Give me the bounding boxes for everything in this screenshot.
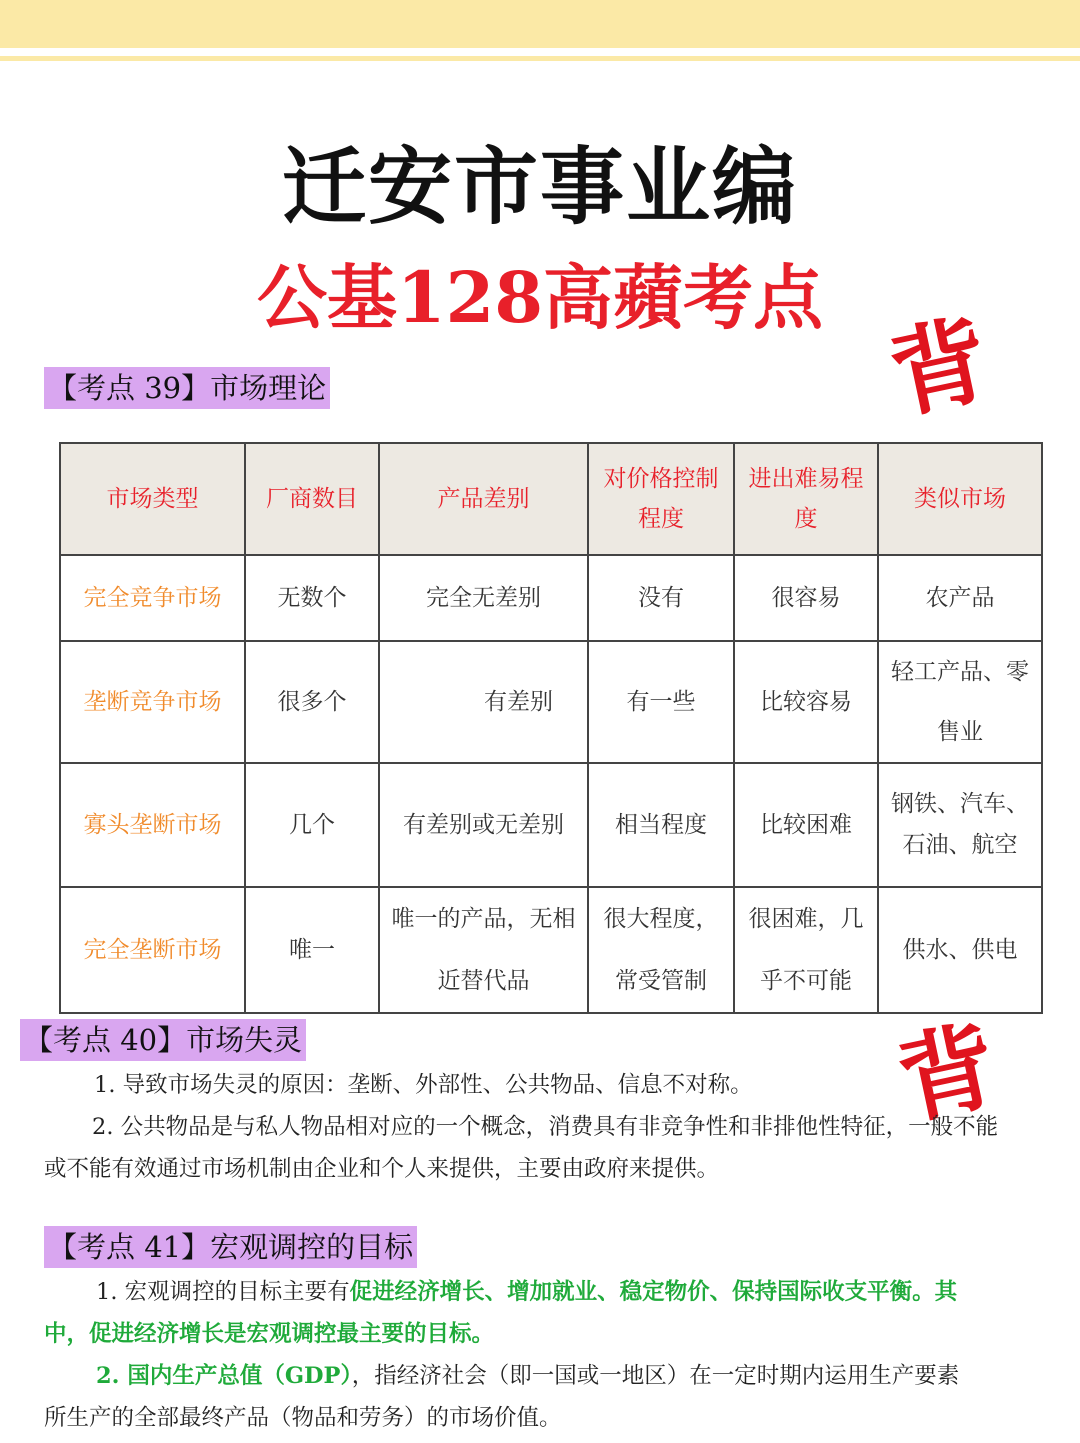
section-39-heading: 【考点 39】市场理论 [44,367,330,409]
table-cell: 有差别 [379,641,588,763]
macro-goal-line-2: 中，促进经济增长是宏观调控最主要的目标。 [44,1321,495,1347]
table-cell: 无数个 [245,555,379,641]
gdp-definition-line-1 [96,1355,959,1397]
memorize-stamp: 背 [880,303,999,433]
top-decorative-band [0,0,1080,48]
table-row [60,555,1042,641]
page-subtitle: 公基128高蘋考点 [256,256,824,339]
table-cell: 相当程度 [588,763,734,887]
table-cell: 农产品 [878,555,1042,641]
table-header-cell: 类似市场 [878,443,1042,555]
table-cell: 完全无差别 [379,555,588,641]
table-cell: 钢铁、汽车、石油、航空 [878,763,1042,887]
table-cell: 轻工产品、零售业 [878,641,1042,763]
table-cell: 没有 [588,555,734,641]
table-header-cell: 厂商数目 [245,443,379,555]
table-row-header: 垄断竞争市场 [60,641,245,763]
memorize-stamp: 背 [888,1009,1007,1139]
table-row-header: 完全垄断市场 [60,887,245,1013]
table-cell: 几个 [245,763,379,887]
gdp-definition-text: ，指经济社会（即一国或一地区）在一定时期内运用生产要素 [351,1363,960,1389]
market-theory-table [59,442,1043,1014]
table-cell: 很多个 [245,641,379,763]
table-cell: 有一些 [588,641,734,763]
table-row-header: 完全竞争市场 [60,555,245,641]
table-header-cell: 产品差别 [379,443,588,555]
table-cell: 唯一 [245,887,379,1013]
table-row [60,641,1042,763]
public-goods-point-line-1: 2. 公共物品是与私人物品相对应的一个概念，消费具有非竞争性和非排他性特征，一般不能 [92,1114,999,1140]
table-cell: 比较容易 [734,641,878,763]
table-row-header: 寡头垄断市场 [60,763,245,887]
table-cell: 很容易 [734,555,878,641]
table-header-cell: 进出难易程度 [734,443,878,555]
public-goods-point-line-2: 或不能有效通过市场机制由企业和个人来提供，主要由政府来提供。 [44,1156,720,1182]
table-cell: 有差别或无差别 [379,763,588,887]
table-header-cell: 市场类型 [60,443,245,555]
table-row [60,887,1042,1013]
page-title: 迁安市事业编 [281,137,798,236]
gdp-definition-line-2: 所生产的全部最终产品（物品和劳务）的市场价值。 [44,1405,562,1431]
table-cell: 供水、供电 [878,887,1042,1013]
table-cell: 很大程度，常受管制 [588,887,734,1013]
macro-goal-highlight: 促进经济增长、增加就业、稳定物价、保持国际收支平衡。其 [349,1279,958,1305]
section-41-heading: 【考点 41】宏观调控的目标 [44,1226,417,1268]
table-header-cell: 对价格控制程度 [588,443,734,555]
macro-goal-line-1 [96,1271,957,1313]
section-40-heading: 【考点 40】市场失灵 [20,1019,306,1061]
table-cell: 唯一的产品，无相近替代品 [379,887,588,1013]
table-row [60,763,1042,887]
table-header-row [60,443,1042,555]
gdp-term: 2. 国内生产总值（GDP） [96,1363,352,1389]
market-failure-point-1: 1. 导致市场失灵的原因：垄断、外部性、公共物品、信息不对称。 [94,1072,753,1098]
table-cell: 比较困难 [734,763,878,887]
table-cell: 很困难，几乎不可能 [734,887,878,1013]
macro-goal-prefix: 1. 宏观调控的目标主要有 [96,1279,350,1305]
top-decorative-line [0,56,1080,61]
